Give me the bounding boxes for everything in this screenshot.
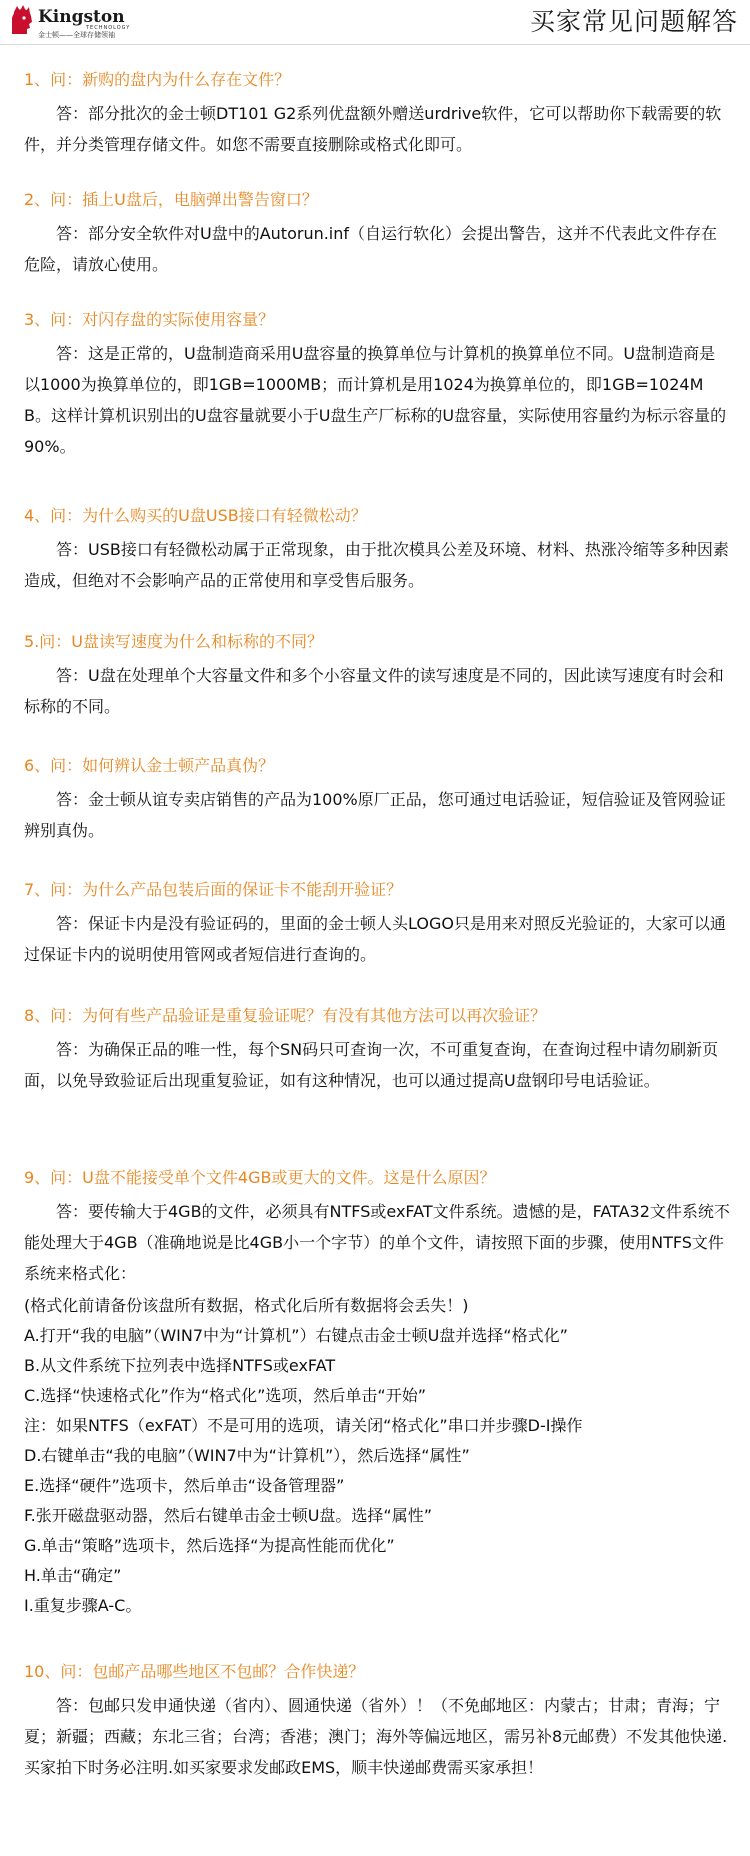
- faq-answer: 答：USB接口有轻微松动属于正常现象，由于批次模具公差及环境、材料、热涨冷缩等多种因素造成，但绝对不会影响产品的正常使用和享受售后服务。: [24, 540, 729, 590]
- faq-question: 6、问：如何辨认金士顿产品真伪？: [24, 756, 275, 775]
- kingston-logo: [8, 4, 168, 40]
- logo-tagline: 金士顿——全球存储领袖: [38, 31, 115, 39]
- faq-question: 8、问：为何有些产品验证是重复验证呢？有没有其他方法可以再次验证？: [24, 1006, 547, 1025]
- faq-answer: 答：金士顿从谊专卖店销售的产品为100%原厂正品，您可通过电话验证，短信验证及管网验证辨别真伪。: [24, 790, 726, 840]
- faq-step: (格式化前请备份该盘所有数据，格式化后所有数据将会丢失！): [24, 1296, 469, 1315]
- faq-question: 2、问：插上U盘后，电脑弹出警告窗口？: [24, 190, 318, 209]
- faq-step: B.从文件系统下拉列表中选择NTFS或exFAT: [24, 1356, 336, 1375]
- faq-step: A.打开“我的电脑”（WIN7中为“计算机”）右键点击金士顿U盘并选择“格式化”: [24, 1326, 568, 1345]
- faq-step: F.张开磁盘驱动器，然后右键单击金士顿U盘。选择“属性”: [24, 1506, 433, 1525]
- faq-question: 3、问：对闪存盘的实际使用容量？: [24, 310, 275, 329]
- faq-answer: 答：部分批次的金士顿DT101 G2系列优盘额外赠送urdrive软件，它可以帮助你下载需要的软件，并分类管理存储文件。如您不需要直接删除或格式化即可。: [24, 104, 722, 154]
- page-title: 买家常见问题解答: [529, 7, 738, 36]
- faq-step: 注：如果NTFS（exFAT）不是可用的选项，请关闭“格式化”串口并步骤D-I操作: [24, 1416, 583, 1435]
- faq-step: D.右键单击“我的电脑”（WIN7中为“计算机”），然后选择“属性”: [24, 1446, 470, 1465]
- header-bar: [0, 0, 750, 45]
- faq-step: C.选择“快速格式化”作为“格式化”选项，然后单击“开始”: [24, 1386, 426, 1405]
- faq-question: 5.问：U盘读写速度为什么和标称的不同？: [24, 632, 323, 651]
- logo-wordmark: Kingston: [38, 7, 125, 27]
- faq-answer: 答：U盘在处理单个大容量文件和多个小容量文件的读写速度是不同的，因此读写速度有时会和标称的不同。: [24, 666, 724, 716]
- faq-answer: 答：这是正常的，U盘制造商采用U盘容量的换算单位与计算机的换算单位不同。U盘制造商是以1000为换算单位的，即1GB=1000MB；而计算机是用1024为换算单位的，即1GB=1024MB。这样计算机识别出的U盘容量就要小于U盘生产厂标称的U盘容量，实际使用容量约为标示容量的90%。: [24, 344, 727, 456]
- faq-step: E.选择“硬件”选项卡，然后单击“设备管理器”: [24, 1476, 345, 1495]
- faq-answer: 答：为确保正品的唯一性，每个SN码只可查询一次，不可重复查询，在查询过程中请勿刷新页面，以免导致验证后出现重复验证，如有这种情况，也可以通过提高U盘钢印号电话验证。: [24, 1040, 719, 1090]
- faq-step: H.单击“确定”: [24, 1566, 122, 1585]
- faq-answer: 答：要传输大于4GB的文件，必须具有NTFS或exFAT文件系统。遗憾的是，FATA32文件系统不能处理大于4GB（准确地说是比4GB小一个字节）的单个文件，请按照下面的步骤，使用NTFS文件系统来格式化：: [24, 1202, 730, 1283]
- faq-step: G.单击“策略”选项卡，然后选择“为提高性能而优化”: [24, 1536, 395, 1555]
- faq-question: 1、问：新购的盘内为什么存在文件？: [24, 70, 291, 89]
- faq-answer: 答：保证卡内是没有验证码的，里面的金士顿人头LOGO只是用来对照反光验证的，大家可以通过保证卡内的说明使用管网或者短信进行查询的。: [24, 914, 726, 964]
- kingston-head-icon: [12, 5, 32, 34]
- logo-technology: TECHNOLOGY: [86, 25, 131, 31]
- faq-step: I.重复步骤A-C。: [24, 1596, 142, 1615]
- faq-question: 7、问：为什么产品包装后面的保证卡不能刮开验证？: [24, 880, 403, 899]
- faq-question: 10、问：包邮产品哪些地区不包邮？合作快递？: [24, 1662, 365, 1681]
- faq-question: 4、问：为什么购买的U盘USB接口有轻微松动？: [24, 506, 367, 525]
- faq-answer: 答：部分安全软件对U盘中的Autorun.inf（自运行软化）会提出警告，这并不代表此文件存在危险，请放心使用。: [24, 224, 718, 274]
- faq-question: 9、问：U盘不能接受单个文件4GB或更大的文件。这是什么原因？: [24, 1168, 496, 1187]
- faq-answer: 答：包邮只发申通快递（省内）、圆通快递（省外）！（不免邮地区：内蒙古；甘肃；青海；宁夏；新疆；西藏；东北三省；台湾；香港；澳门；海外等偏远地区，需另补8元邮费）不发其他快递.买家拍下时务必注明.如买家要求发邮政EMS，顺丰快递邮费需买家承担！: [24, 1696, 728, 1777]
